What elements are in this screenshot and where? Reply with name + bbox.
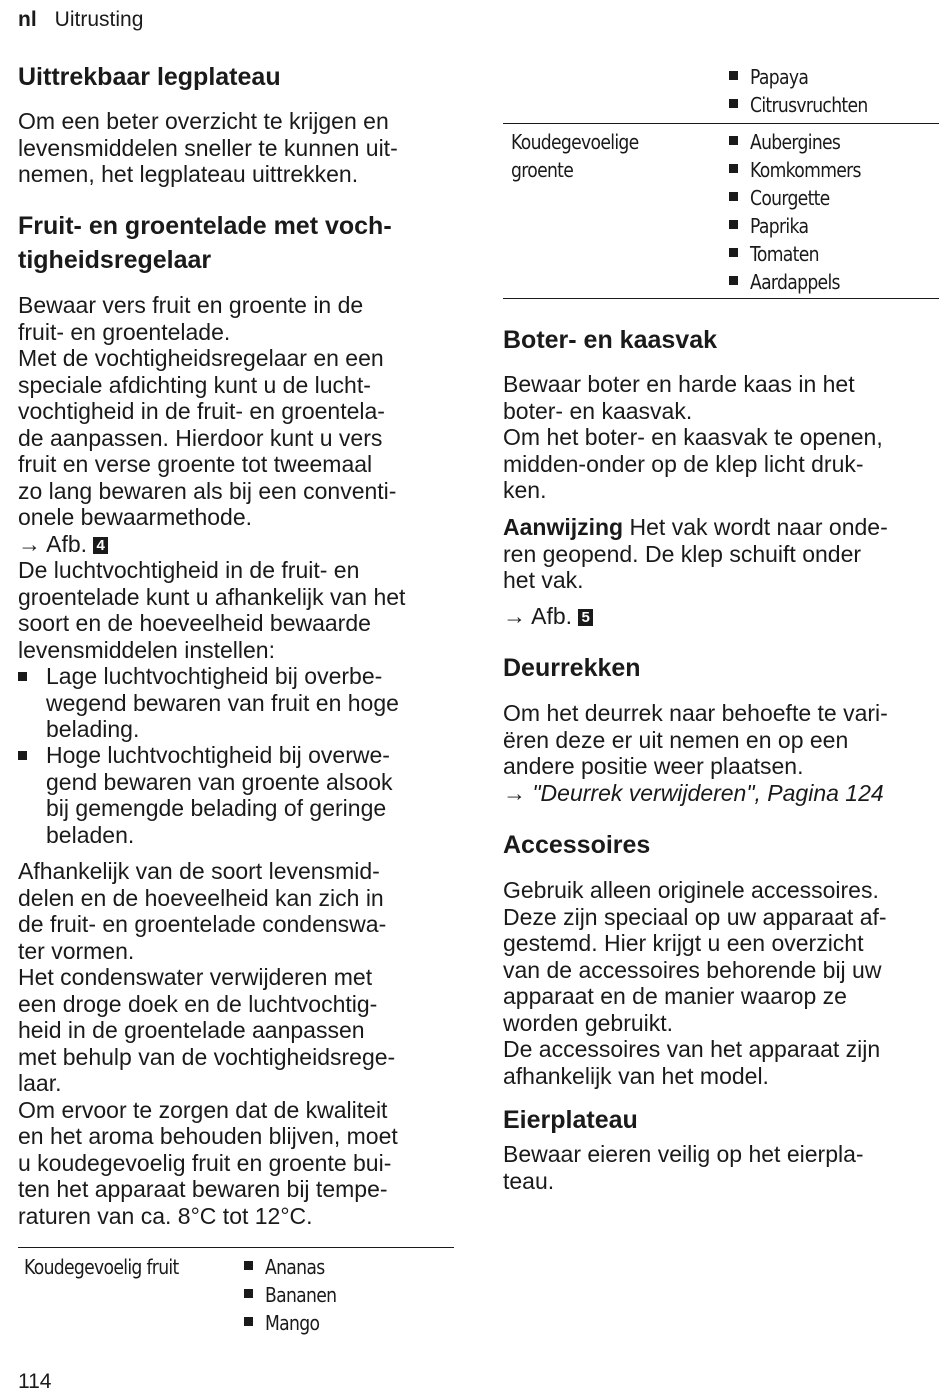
table-item-text: Aubergines — [750, 130, 841, 154]
heading-deurrekken: Deurrekken — [503, 654, 641, 682]
bullet-square-icon — [244, 1261, 253, 1270]
text-line: De luchtvochtigheid in de fruit- en — [18, 557, 360, 583]
para-eierplateau — [503, 1141, 864, 1194]
note-aanwijzing — [503, 514, 888, 594]
text-line: boter- en kaasvak. — [503, 397, 693, 424]
bullet-square-icon — [729, 71, 738, 80]
bullet-square-icon — [729, 136, 738, 145]
text-line: fruit- en groentelade. — [18, 318, 231, 345]
para-legplateau — [18, 108, 398, 188]
text-line: zo lang bewaren als bij een conventi- — [18, 477, 397, 504]
text-line: Bewaar vers fruit en groente in de — [18, 292, 364, 318]
table-row-rule — [503, 123, 939, 124]
para-boter — [503, 371, 883, 504]
text-line: gend bewaren van groente alsook — [46, 768, 393, 795]
text-line: Om een beter overzicht te krijgen en — [18, 108, 389, 134]
bullet-square-icon — [729, 276, 738, 285]
text-line: Het vak wordt naar onde- — [623, 514, 888, 540]
section-title: Uitrusting — [54, 8, 144, 31]
bullet-square-icon — [729, 99, 738, 108]
text-line: heid in de groentelade aanpassen — [18, 1017, 365, 1043]
text-line: Gebruik alleen originele accessoires. — [503, 877, 879, 903]
table-item — [244, 1309, 328, 1337]
text-line: bij gemengde belading of geringe — [46, 795, 387, 821]
table-item-text: Ananas — [265, 1255, 325, 1279]
table-item-text: Komkommers — [750, 158, 861, 182]
text-line: u koudegevoelig fruit en groente bui- — [18, 1149, 392, 1176]
note-label: Aanwijzing — [503, 514, 624, 540]
arrow-icon: → — [503, 779, 526, 806]
text-line: groentelade kunt u afhankelijk van het — [18, 583, 406, 610]
table-item-text: Tomaten — [750, 242, 819, 266]
table-item-text: Aardappels — [750, 270, 840, 294]
text-line: Om ervoor te zorgen dat de kwaliteit — [18, 1096, 388, 1123]
table-item — [244, 1253, 334, 1281]
bullet-square-icon — [244, 1317, 253, 1326]
table-item-text: Mango — [265, 1311, 320, 1335]
table-item — [244, 1281, 348, 1309]
text-line: levensmiddelen sneller te kunnen uit- — [18, 134, 398, 161]
text-line: wegend bewaren van fruit en hoge — [46, 689, 399, 716]
text-line: levensmiddelen instellen: — [18, 636, 275, 663]
para-fruitlade-intro — [18, 292, 396, 531]
text-line: Lage luchtvochtigheid bij overbe- — [46, 663, 383, 689]
table-item-text: Papaya — [750, 65, 809, 89]
text-line: afhankelijk van het model. — [503, 1062, 769, 1089]
table-item-text: Bananen — [265, 1283, 337, 1307]
bullet-square-icon — [729, 248, 738, 257]
text-line: groente — [511, 158, 574, 182]
table-item-text: Courgette — [750, 186, 830, 210]
text-line: ëren deze er uit nemen en op een — [503, 726, 849, 753]
page-header — [18, 8, 143, 32]
text-line: Bewaar boter en harde kaas in het — [503, 371, 855, 397]
list-item — [18, 663, 454, 743]
text-line: Bewaar eieren veilig op het eierpla- — [503, 1141, 864, 1167]
text-line: laar. — [18, 1070, 62, 1096]
table-item — [729, 212, 818, 240]
text-line: Met de vochtigheidsregelaar en een — [18, 345, 384, 371]
heading-accessoires: Accessoires — [503, 831, 651, 859]
para-accessoires — [503, 877, 887, 1089]
text-line: beladen. — [46, 821, 135, 848]
text-line: andere positie weer plaatsen. — [503, 753, 804, 779]
figure-ref-text: → Afb. — [503, 603, 573, 629]
table-item — [729, 184, 843, 212]
bullet-square-icon — [18, 672, 27, 681]
text-line: Het condenswater verwijderen met — [18, 964, 373, 990]
bullet-square-icon — [729, 192, 738, 201]
table-bottom-rule — [503, 298, 939, 299]
table-item — [729, 156, 879, 184]
text-line: soort en de hoeveelheid bewaarde — [18, 610, 371, 636]
table-item-text: Paprika — [750, 214, 809, 238]
heading-boter-kaasvak: Boter- en kaasvak — [503, 326, 718, 354]
language-code: nl — [18, 8, 37, 31]
figure-number-badge: 4 — [93, 537, 107, 554]
figure-reference — [18, 531, 108, 558]
bullet-square-icon — [729, 164, 738, 173]
text-line: een droge doek en de luchtvochtig- — [18, 990, 378, 1017]
text-line: delen en de hoeveelheid kan zich in — [18, 884, 384, 911]
heading-fruitlade — [18, 209, 392, 277]
para-deurrekken — [503, 700, 888, 806]
table-top-rule — [18, 1247, 454, 1248]
table-label-fruit: Koudegevoelig fruit — [24, 1255, 179, 1279]
text-line: raturen van ca. 8°C tot 12°C. — [18, 1202, 313, 1229]
heading-eierplateau: Eierplateau — [503, 1106, 638, 1134]
bullet-square-icon — [244, 1289, 253, 1298]
text-line: Deze zijn speciaal op uw apparaat af- — [503, 903, 887, 930]
page-number: 114 — [18, 1370, 52, 1393]
heading-line: tigheidsregelaar — [18, 246, 212, 274]
text-line: midden-onder op de klep licht druk- — [503, 450, 864, 477]
text-line: speciale afdichting kunt u de lucht- — [18, 371, 371, 398]
text-line: Om het deurrek naar behoefte te vari- — [503, 700, 888, 726]
para-fruitlade-settings — [18, 557, 405, 663]
text-line: met behulp van de vochtigheidsrege- — [18, 1043, 396, 1070]
text-line: fruit en verse groente tot tweemaal — [18, 451, 373, 477]
text-line: teau. — [503, 1167, 555, 1194]
figure-reference — [503, 603, 593, 630]
table-item — [729, 128, 855, 156]
list-item — [18, 742, 454, 848]
heading-legplateau: Uittrekbaar legplateau — [18, 63, 281, 91]
figure-ref-text: → Afb. — [18, 531, 88, 557]
text-line: nemen, het legplateau uittrekken. — [18, 161, 359, 187]
text-line: de fruit- en groentelade condenswa- — [18, 911, 387, 937]
para-fruitlade-condens — [18, 858, 398, 1229]
bullet-square-icon — [18, 751, 27, 760]
text-line: gestemd. Hier krijgt u een overzicht — [503, 930, 864, 956]
text-line: en het aroma behouden blijven, moet — [18, 1123, 398, 1149]
table-item — [729, 91, 887, 119]
page-reference-link[interactable] — [503, 780, 888, 807]
text-line: vochtigheid in de fruit- en groentela- — [18, 398, 385, 424]
text-line: ten het apparaat bewaren bij tempe- — [18, 1176, 388, 1202]
text-line: van de accessoires behorende bij uw — [503, 956, 882, 983]
text-line: Afhankelijk van de soort levensmid- — [18, 858, 380, 884]
table-item — [729, 63, 818, 91]
text-line: de aanpassen. Hierdoor kunt u vers — [18, 424, 383, 451]
text-line: Hoge luchtvochtigheid bij overwe- — [46, 742, 390, 768]
bullet-square-icon — [729, 220, 738, 229]
text-line: Om het boter- en kaasvak te openen, — [503, 424, 883, 450]
page-reference-text: "Deurrek verwijderen", Pagina 124 — [532, 779, 884, 806]
heading-line: Fruit- en groentelade met voch- — [18, 212, 392, 240]
text-line: belading. — [46, 716, 140, 742]
text-line: het vak. — [503, 567, 584, 593]
text-line: ter vormen. — [18, 937, 135, 964]
text-line: worden gebruikt. — [503, 1009, 674, 1036]
text-line: ren geopend. De klep schuift onder — [503, 540, 862, 567]
table-label-groente — [511, 128, 639, 184]
table-item-text: Citrusvruchten — [750, 93, 868, 117]
table-item — [729, 268, 854, 296]
text-line: De accessoires van het apparaat zijn — [503, 1036, 881, 1062]
figure-number-badge: 5 — [578, 609, 592, 626]
text-line: ken. — [503, 477, 547, 503]
table-item — [729, 240, 830, 268]
text-line: Koudegevoelige — [511, 130, 639, 154]
text-line: apparaat en de manier waarop ze — [503, 983, 847, 1009]
text-line: onele bewaarmethode. — [18, 504, 252, 530]
